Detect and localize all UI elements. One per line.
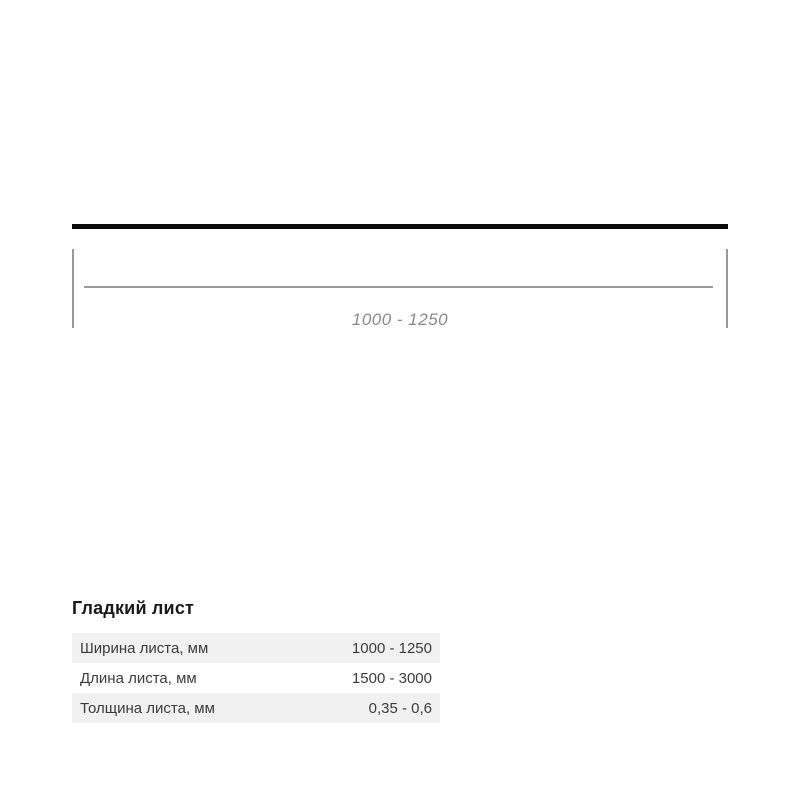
section-divider [72, 224, 728, 229]
table-row [72, 663, 440, 693]
table-row [72, 633, 440, 663]
spec-label-thickness: Толщина листа, мм [80, 699, 215, 717]
sheet-profile-line [84, 286, 713, 288]
spec-value-thickness: 0,35 - 0,6 [368, 699, 432, 717]
width-dimension-label: 1000 - 1250 [351, 310, 449, 329]
sheet-dimension-diagram [72, 249, 728, 339]
spec-table [72, 633, 440, 723]
product-title: Гладкий лист [72, 598, 195, 618]
spec-label-length: Длина листа, мм [80, 669, 197, 687]
spec-label-width: Ширина листа, мм [80, 639, 209, 657]
spec-value-width: 1000 - 1250 [351, 639, 432, 657]
table-row [72, 693, 440, 723]
spec-value-length: 1500 - 3000 [351, 669, 432, 687]
